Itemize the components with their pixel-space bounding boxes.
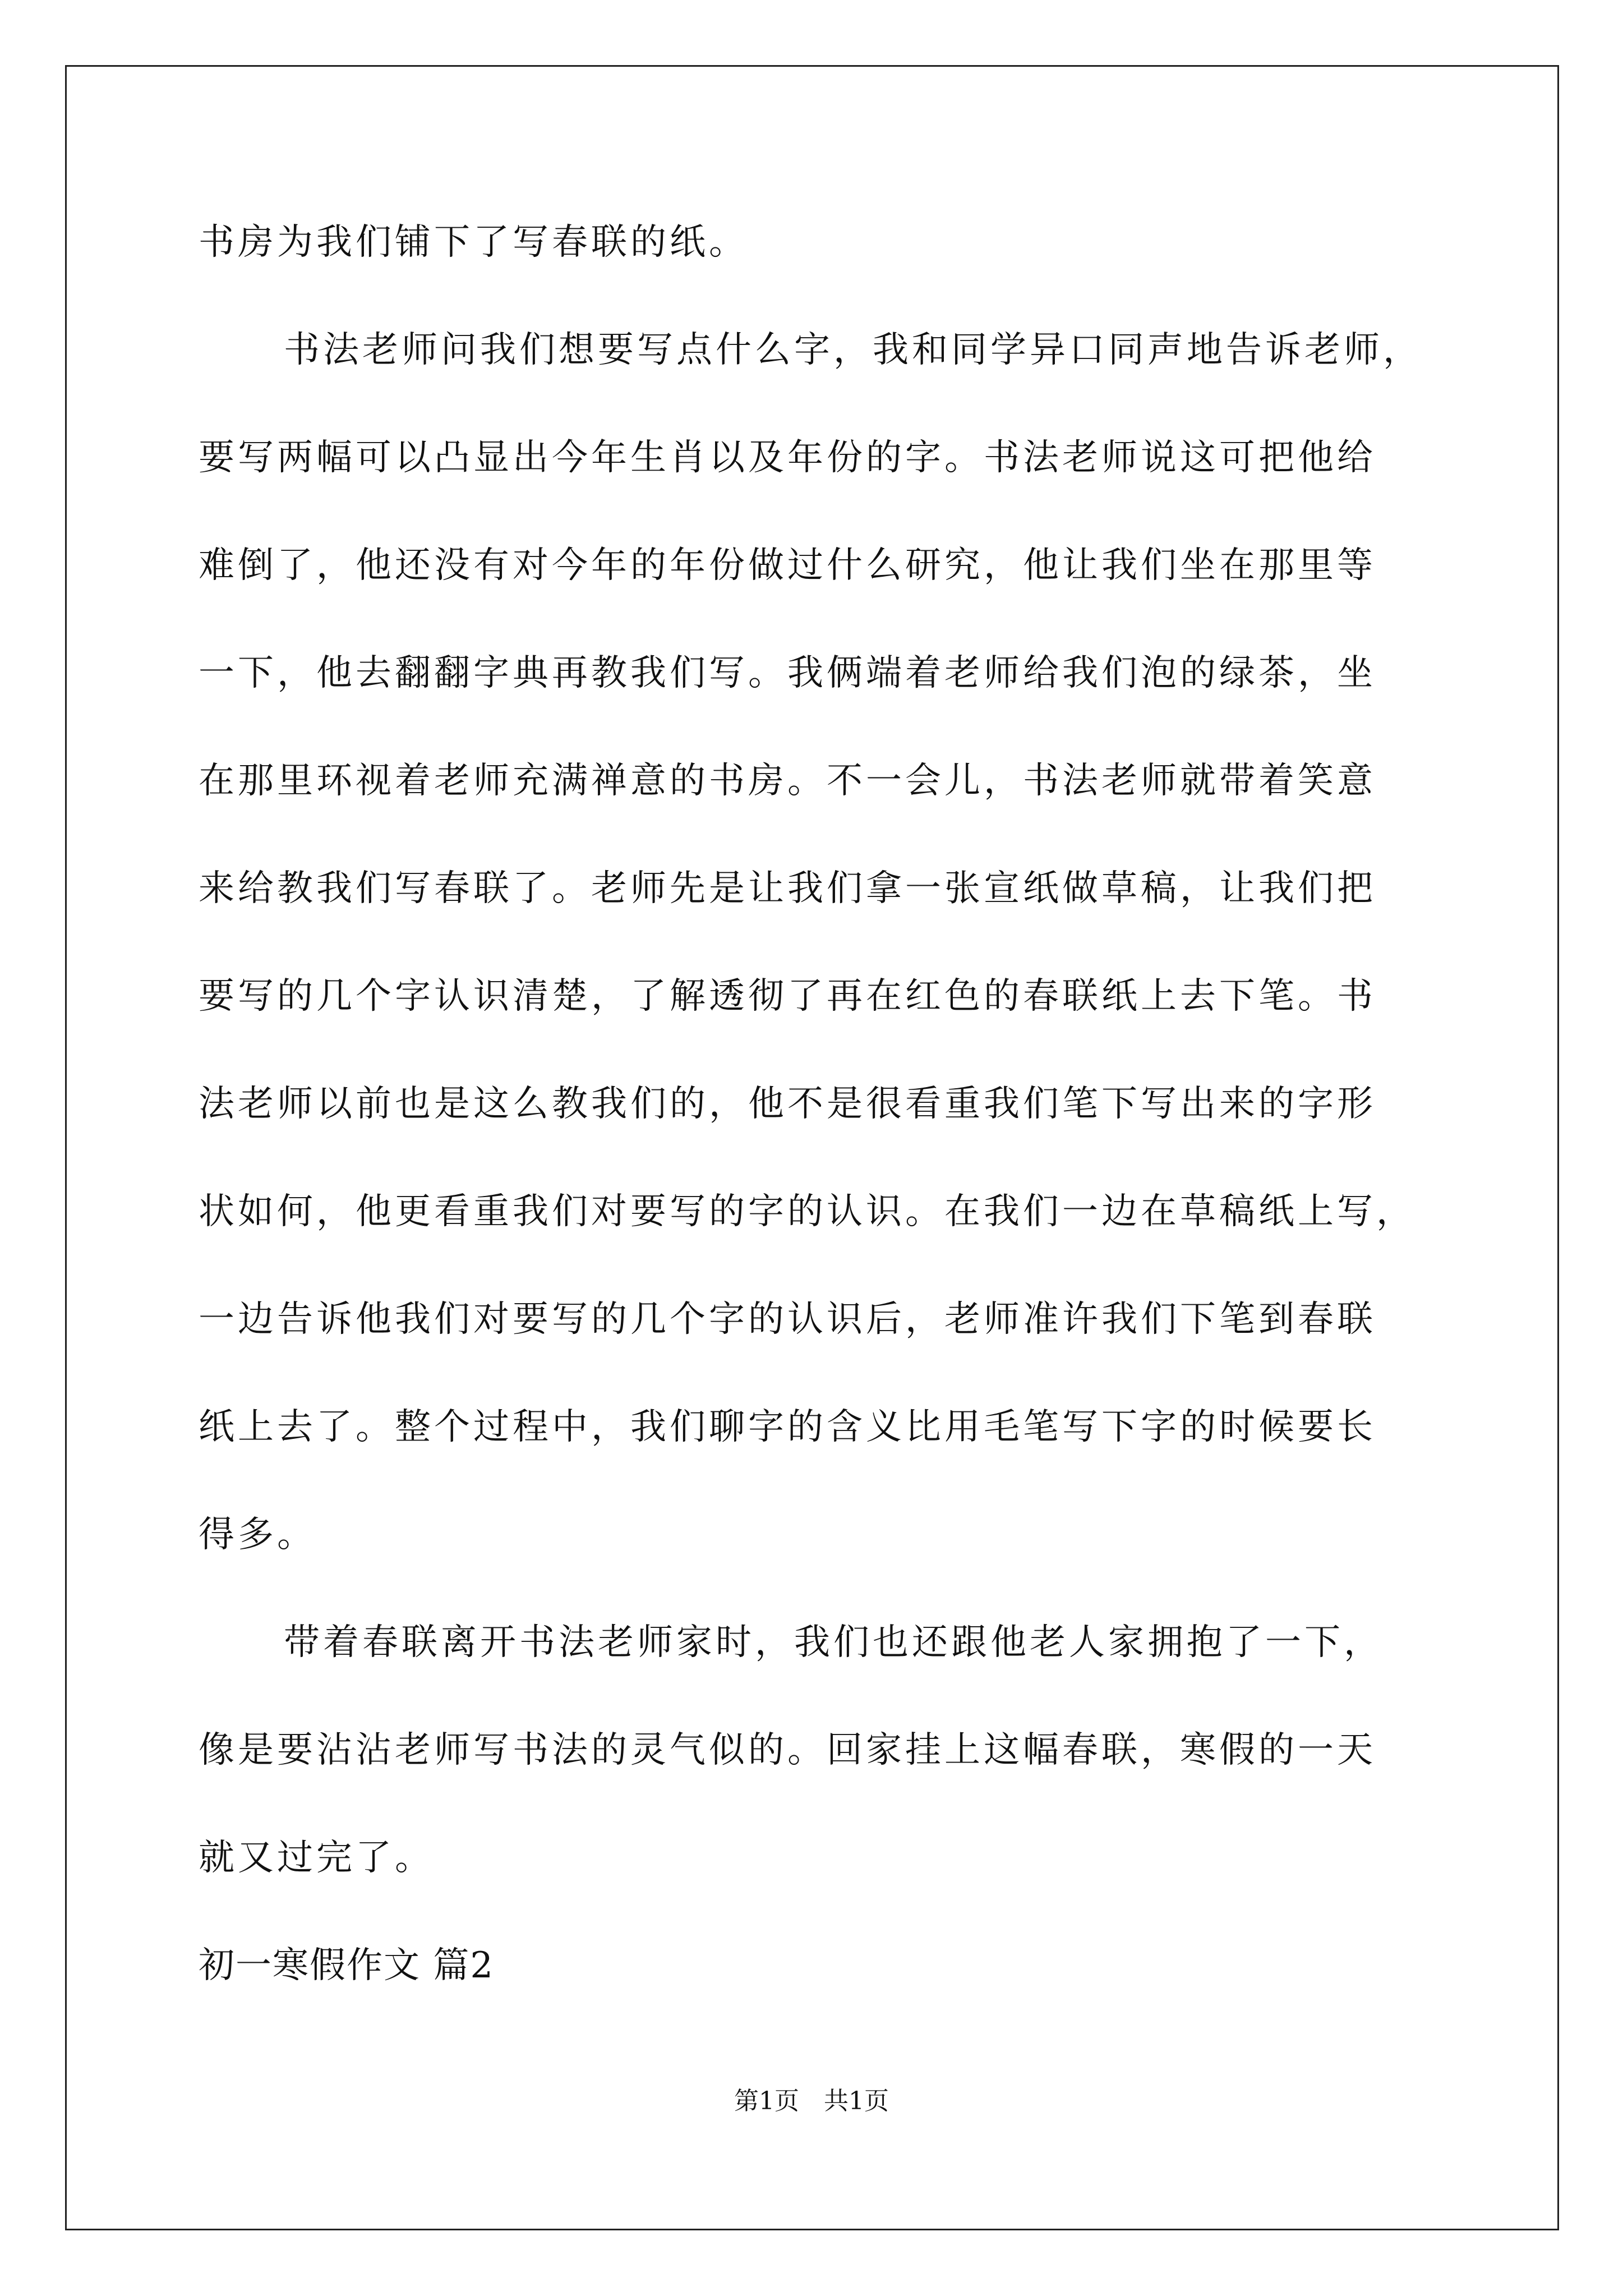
body-text-line: 书法老师问我们想要写点什么字，我和同学异口同声地告诉老师， bbox=[284, 329, 1422, 371]
body-text-line: 带着春联离开书法老师家时，我们也还跟他老人家拥抱了一下， bbox=[284, 1622, 1383, 1663]
body-text-line: 一边告诉他我们对要写的几个字的认识后，老师准许我们下笔到春联 bbox=[199, 1299, 1376, 1340]
body-text-line: 状如何，他更看重我们对要写的字的认识。在我们一边在草稿纸上写， bbox=[199, 1191, 1415, 1232]
body-text-line: 要写两幅可以凸显出今年生肖以及年份的字。书法老师说这可把他给 bbox=[199, 437, 1376, 478]
body-text-line: 一下，他去翻翻字典再教我们写。我俩端着老师给我们泡的绿茶，坐 bbox=[199, 652, 1376, 694]
body-text-line: 书房为我们铺下了写春联的纸。 bbox=[199, 222, 748, 263]
body-text-line: 得多。 bbox=[199, 1514, 316, 1556]
body-text-line: 像是要沾沾老师写书法的灵气似的。回家挂上这幅春联，寒假的一天 bbox=[199, 1729, 1376, 1771]
body-text-line: 法老师以前也是这么教我们的，他不是很看重我们笔下写出来的字形 bbox=[199, 1083, 1376, 1125]
body-text-line: 在那里环视着老师充满禅意的书房。不一会儿，书法老师就带着笑意 bbox=[199, 760, 1376, 802]
section-heading: 初一寒假作文 篇2 bbox=[199, 1945, 495, 1986]
body-text-line: 要写的几个字认识清楚，了解透彻了再在红色的春联纸上去下笔。书 bbox=[199, 976, 1376, 1017]
body-text-line: 难倒了，他还没有对今年的年份做过什么研究，他让我们坐在那里等 bbox=[199, 545, 1376, 586]
body-text-line: 纸上去了。整个过程中，我们聊字的含义比用毛笔写下字的时候要长 bbox=[199, 1406, 1376, 1448]
page-border bbox=[65, 65, 1559, 2230]
page-footer: 第1页 共1页 bbox=[734, 2087, 889, 2115]
body-text-line: 就又过完了。 bbox=[199, 1837, 434, 1879]
body-text-line: 来给教我们写春联了。老师先是让我们拿一张宣纸做草稿，让我们把 bbox=[199, 868, 1376, 909]
